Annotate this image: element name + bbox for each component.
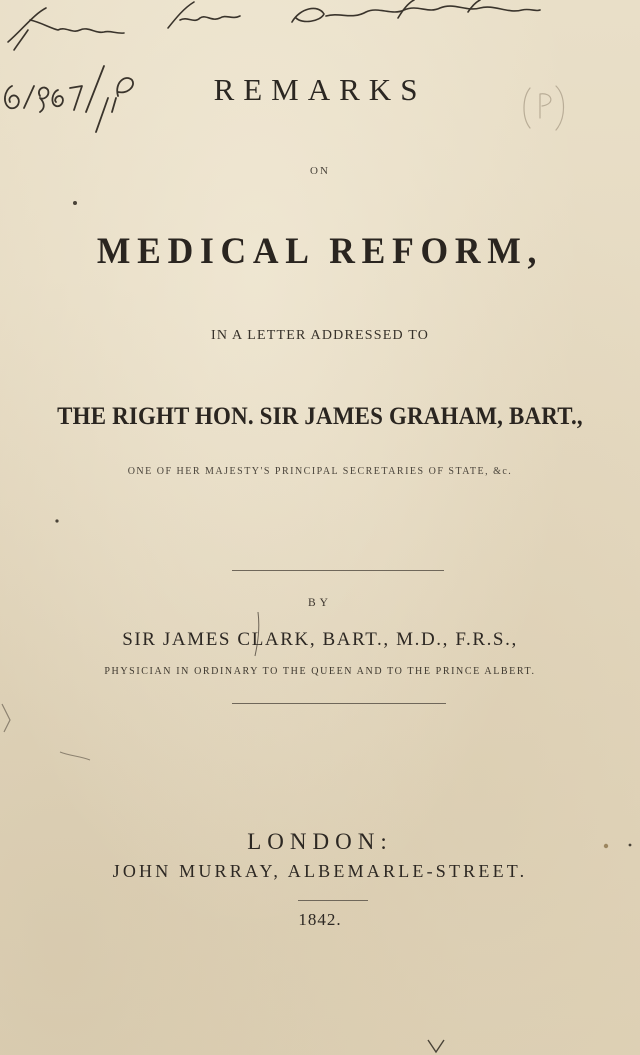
imprint-place: LONDON: bbox=[247, 829, 393, 854]
addressee-office: ONE OF HER MAJESTY'S PRINCIPAL SECRETARIES OF STATE, &c. bbox=[127, 466, 513, 477]
inscription-from-the-author bbox=[8, 0, 540, 50]
divider-rule-bottom bbox=[232, 703, 446, 704]
divider-rule-top bbox=[232, 570, 444, 571]
imprint-year: 1842. bbox=[298, 910, 342, 929]
letter-line: IN A LETTER ADDRESSED TO bbox=[210, 328, 430, 343]
by-line: BY bbox=[308, 597, 332, 609]
title-on: ON bbox=[310, 165, 330, 177]
imprint-publisher: JOHN MURRAY, ALBEMARLE-STREET. bbox=[112, 861, 528, 881]
author-name: SIR JAMES CLARK, BART., M.D., F.R.S., bbox=[122, 629, 518, 650]
main-title: MEDICAL REFORM, bbox=[96, 231, 544, 272]
addressee-name: THE RIGHT HON. SIR JAMES GRAHAM, BART., bbox=[57, 401, 583, 430]
title-remarks: REMARKS bbox=[213, 72, 427, 107]
year-rule bbox=[298, 900, 368, 901]
author-office: PHYSICIAN IN ORDINARY TO THE QUEEN AND TO THE PRINCE ALBERT. bbox=[104, 666, 536, 677]
